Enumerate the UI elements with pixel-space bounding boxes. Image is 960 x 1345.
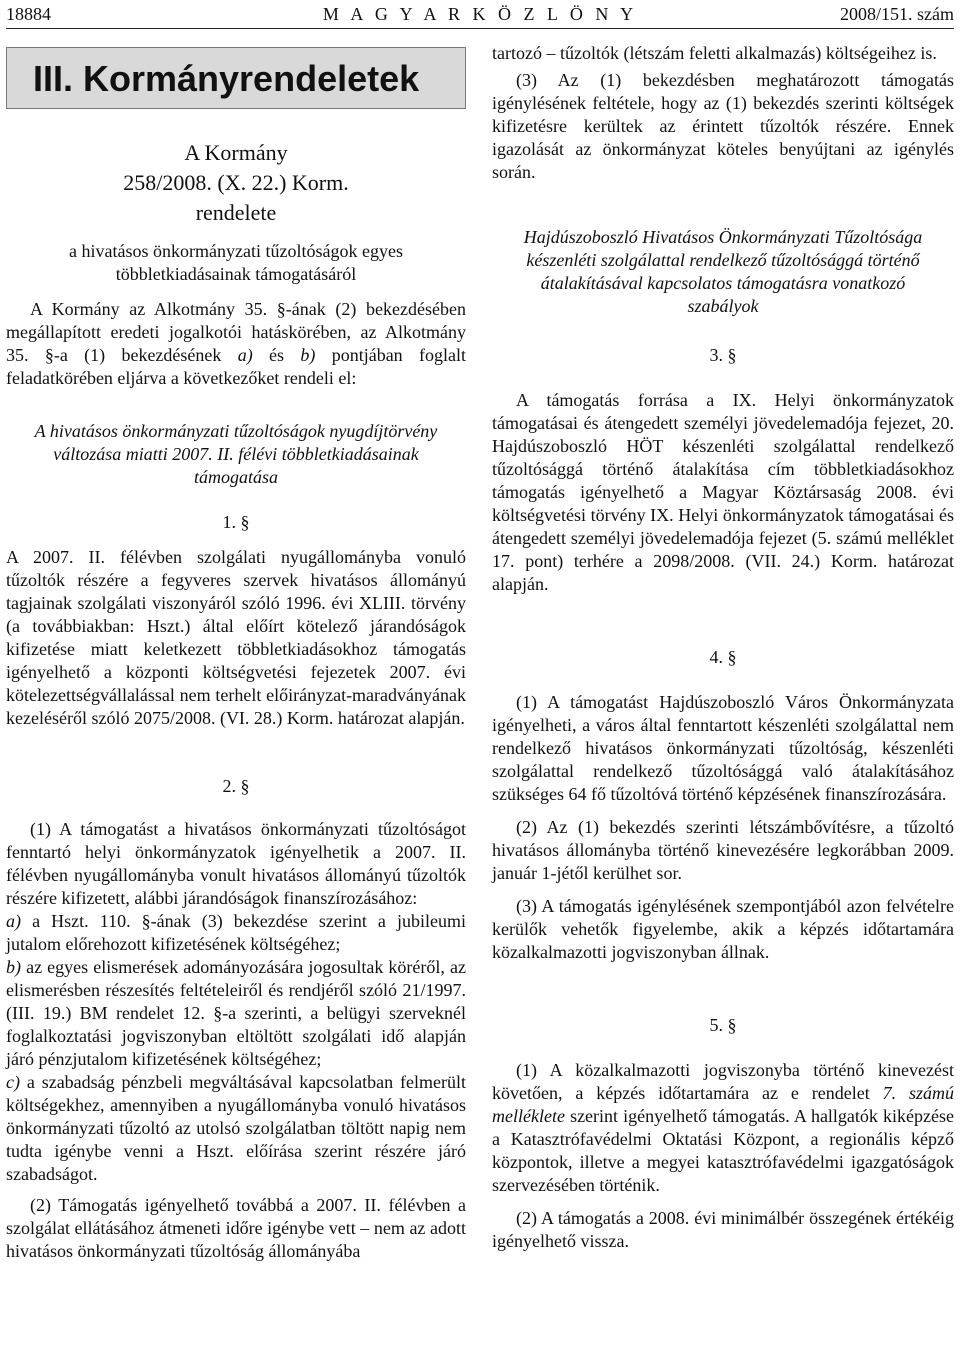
left-column	[6, 138, 466, 1263]
section-title-line3: támogatása	[193, 467, 278, 487]
journal-title: M A G Y A R K Ö Z L Ö N Y	[322, 4, 638, 24]
section-2-paragraph-3: (3) Az (1) bekezdésben meghatározott támogatás igénylésének feltétele, hogy az (1) bekezdés szerinti költségek kifizetésre kerültek az érintett tűzoltók részére. Ennek igazolását az önkormányzat köteles benyújtani az igénylés során.	[492, 70, 954, 182]
section-title-line1: Hajdúszoboszló Hivatásos Önkormányzati Tűzoltósága	[523, 227, 923, 247]
issue-number: 2008/151. szám	[840, 4, 954, 24]
page-header	[6, 2, 954, 29]
section-title-line3: átalakításával kapcsolatos támogatásra vonatkozó	[540, 273, 906, 293]
section-title-line1: A hivatásos önkormányzati tűzoltóságok nyugdíjtörvény	[34, 421, 438, 441]
right-column	[492, 42, 954, 1253]
decree-title-line3: rendelete	[195, 200, 277, 225]
section-4-paragraph-1: (1) A támogatást Hajdúszoboszló Város Önkormányzata igényelheti, a város által fenntartott készenléti szolgálattal nem rendelkező hivatásos önkormányzati tűzoltóság, készenléti szolgálattal rendelkező tűzoltósággá való átalakításához szükséges 64 fő tűzoltóvá történő képzésének finanszírozására.	[492, 692, 954, 804]
section-2-heading: 2. §	[222, 776, 250, 796]
section-title-line2: változása miatti 2007. II. félévi többletkiadásainak	[53, 444, 419, 464]
section-3-heading: 3. §	[709, 345, 737, 365]
page-number: 18884	[6, 4, 51, 24]
section-2-paragraph-2: (2) Támogatás igényelhető továbbá a 2007. II. félévben a szolgálat ellátásához átmeneti időre igénybe vett – nem az adott hivatásos önkormányzati tűzoltóság állományába	[6, 1195, 466, 1261]
section-1-paragraph: A 2007. II. félévben szolgálati nyugállományba vonuló tűzoltók részére a fegyveres szervek hivatásos állományú tagjainak szolgálati viszonyáról szóló 1996. évi XLIII. törvény (a továbbiakban: Hszt.) által előírt kötelező járandóságok kifizetése miatt keletkezett többletkiadásokhoz támogatás igényelhető a központi költségvetési fejezetek 2007. évi kötelezettségvállalással nem terhelt előirányzat-maradványának kezeléséről szóló 2075/2008. (VI. 28.) Korm. határozat alapján.	[6, 547, 466, 728]
decree-title-line2: 258/2008. (X. 22.) Korm.	[123, 170, 349, 195]
section-5-heading: 5. §	[709, 1015, 737, 1035]
preamble: A Kormány az Alkotmány 35. §-ának (2) bekezdésében megállapított eredeti jogalkotói hatáskörében, az Alkotmány 35. §-a (1) bekezdésének a) és b) pontjában foglalt feladatkörében eljárva a következőket rendeli el:	[6, 299, 466, 388]
section-2-item-a: a) a Hszt. 110. §-ának (3) bekezdése szerint a jubileumi jutalom előrehozott kifizetésének költségéhez;	[6, 911, 466, 954]
decree-title-line1: A Kormány	[184, 140, 288, 165]
section-title-line4: szabályok	[687, 296, 759, 316]
section-5-paragraph-2: (2) A támogatás a 2008. évi minimálbér összegének értékéig igényelhető vissza.	[492, 1208, 954, 1251]
section-4-heading: 4. §	[709, 647, 737, 667]
section-2-item-c: c) a szabadság pénzbeli megváltásával kapcsolatban felmerült költségekhez, amennyiben a nyugállományba vonuló hivatásos önkormányzati tűzoltó az utolsó szolgálatban töltött napig nem tudta igénybe venni a Hszt. előírása szerint részére járó szabadságot.	[6, 1072, 466, 1184]
chapter-banner: III. Kormányrendeletek	[6, 47, 466, 109]
section-3-paragraph: A támogatás forrása a IX. Helyi önkormányzatok támogatásai és átengedett személyi jövedelemadója fejezet, 20. Hajdúszoboszló HÖT készenléti szolgálattal rendelkező tűzoltósággá történő átalakítása cím többletkiadásokhoz támogatás igényelhető a Magyar Köztársaság 2008. évi költségvetési törvény IX. Helyi önkormányzatok támogatásai és átengedett személyi jövedelemadója fejezet (5. számú melléklet 17. pont) terhére a 2098/2008. (VII. 24.) Korm. határozat alapján.	[492, 390, 954, 594]
section-4-paragraph-3: (3) A támogatás igénylésének szempontjából azon felvételre kerülők vehetők figyelembe, akik a képzés időtartamára közalkalmazotti jogviszonyban állnak.	[492, 896, 954, 962]
decree-subtitle-line1: a hivatásos önkormányzati tűzoltóságok egyes	[69, 241, 403, 261]
continued-paragraph: tartozó – tűzoltók (létszám feletti alkalmazás) költségeihez is.	[492, 43, 937, 63]
decree-subtitle-line2: többletkiadásainak támogatásáról	[115, 264, 357, 284]
section-5-paragraph-1: (1) A közalkalmazotti jogviszonyba történő kinevezést követően, a képzés időtartamára az e rendelet 7. számú melléklete szerint igényelhető támogatás. A hallgatók kiképzése a Katasztrófavédelmi Oktatási Központ, a regionális képző központok, illetve a megyei katasztrófavédelmi igazgatóságok szervezésében történik.	[492, 1060, 954, 1195]
section-title-line2: készenléti szolgálattal rendelkező tűzoltósággá történő	[526, 250, 920, 270]
section-2-item-b: b) az egyes elismerések adományozására jogosultak köréről, az elismerésben részesítés feltételeiről és rendjéről szóló 21/1997. (III. 19.) BM rendelet 12. §-a szerinti, a belügyi szerveknél foglalkoztatási jogviszonyban eltöltött szolgálati idő alapján járó pénzjutalom kifizetésének költségéhez;	[6, 957, 466, 1069]
section-4-paragraph-2: (2) Az (1) bekezdés szerinti létszámbővítésre, a tűzoltó hivatásos állományba történő kinevezésére legkorábban 2009. január 1-jétől kerülhet sor.	[492, 817, 954, 883]
section-1-heading: 1. §	[222, 512, 250, 532]
section-2-paragraph-1: (1) A támogatást a hivatásos önkormányzati tűzoltóságot fenntartó helyi önkormányzatok igényelhetik a 2007. II. félévben nyugállományba vonult hivatásos állományú tűzoltók részére kifizetett, alábbi járandóságok finanszírozásához:	[6, 819, 466, 908]
